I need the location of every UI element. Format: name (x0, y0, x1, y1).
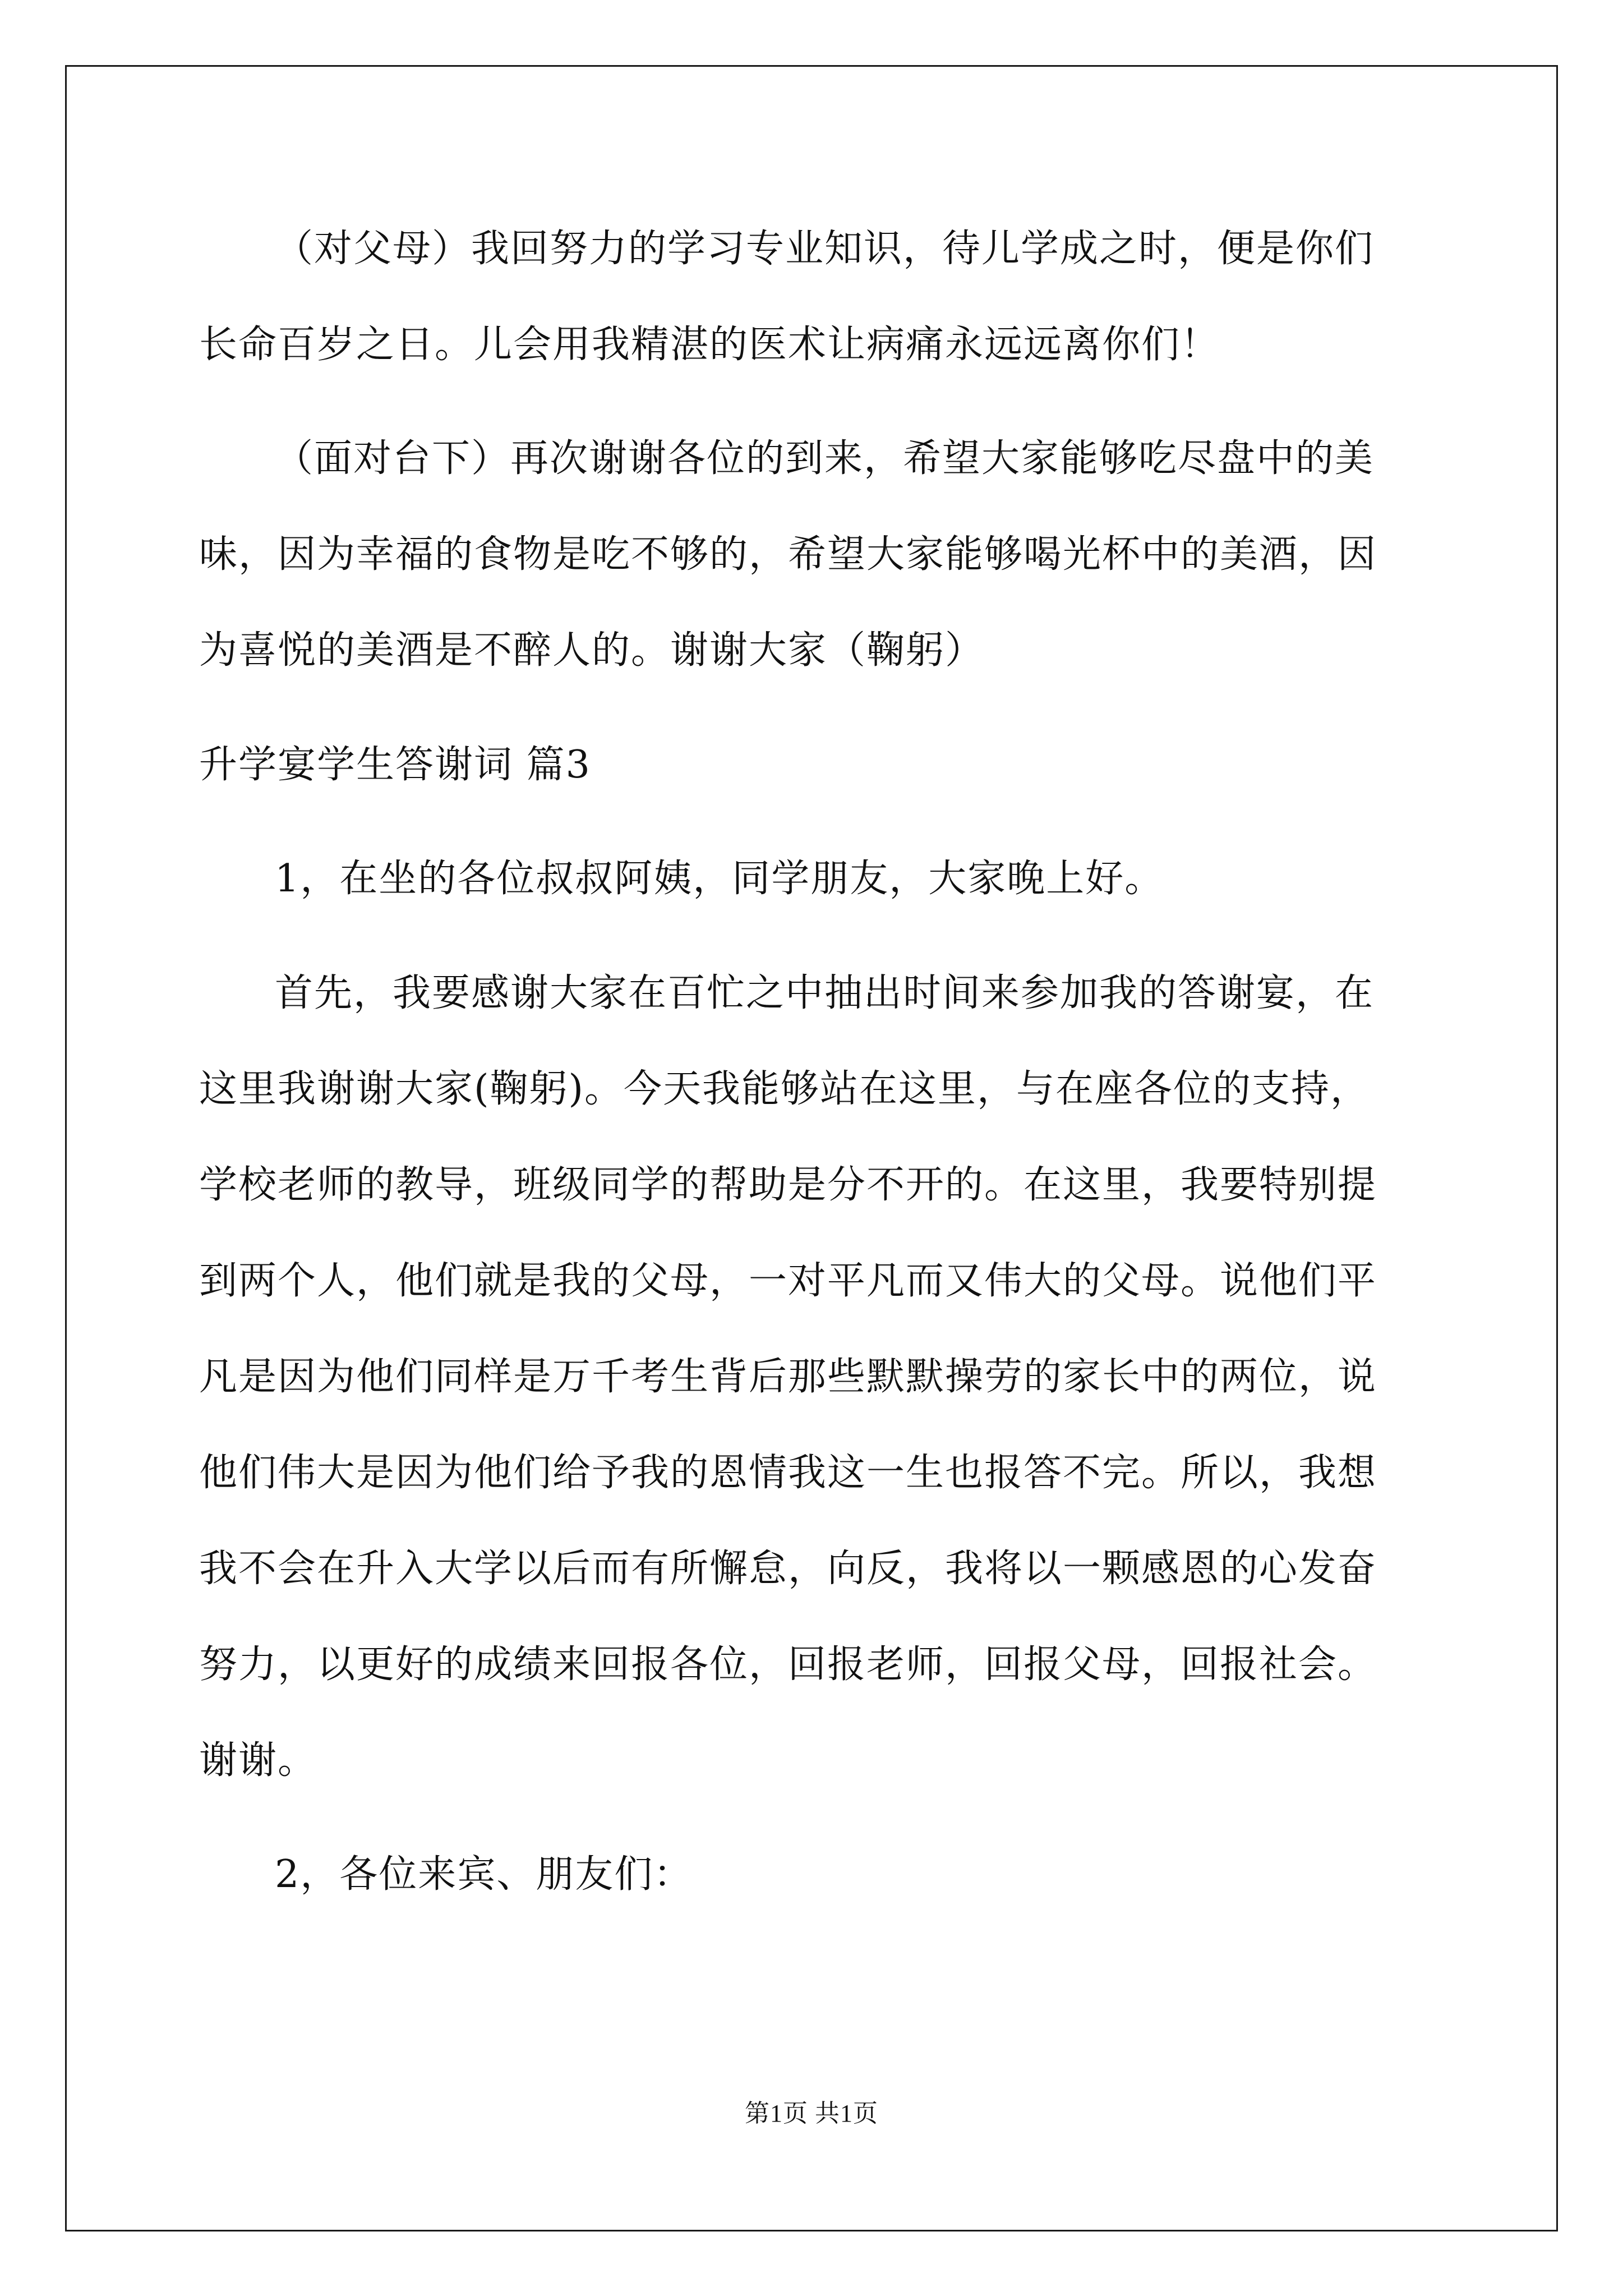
section-heading: 升学宴学生答谢词 篇3 (199, 743, 591, 787)
paragraph-thanks-line-8: 努力，以更好的成绩来回报各位，回报老师，回报父母，回报社会。 (199, 1642, 1377, 1687)
paragraph-thanks-line-6: 他们伟大是因为他们给予我的恩情我这一生也报答不完。所以，我想 (199, 1451, 1377, 1495)
page-border (65, 65, 1558, 2231)
paragraph-audience-line-2: 味，因为幸福的食物是吃不够的，希望大家能够喝光杯中的美酒，因 (199, 532, 1377, 577)
paragraph-thanks-line-4: 到两个人，他们就是我的父母，一对平凡而又伟大的父母。说他们平 (199, 1259, 1377, 1303)
paragraph-parents-line-2: 长命百岁之日。儿会用我精湛的医术让病痛永远远离你们！ (199, 323, 1220, 367)
paragraph-audience-line-3: 为喜悦的美酒是不醉人的。谢谢大家（鞠躬） (199, 628, 985, 673)
page-number-footer: 第1页 共1页 (745, 2100, 878, 2127)
paragraph-thanks-line-5: 凡是因为他们同样是万千考生背后那些默默操劳的家长中的两位，说 (199, 1355, 1377, 1399)
paragraph-thanks-line-7: 我不会在升入大学以后而有所懈怠，向反，我将以一颗感恩的心发奋 (199, 1547, 1377, 1591)
paragraph-audience-line-1: （面对台下）再次谢谢各位的到来，希望大家能够吃尽盘中的美 (275, 436, 1375, 481)
paragraph-thanks-line-2: 这里我谢谢大家(鞠躬)。今天我能够站在这里，与在座各位的支持， (199, 1067, 1370, 1111)
paragraph-thanks-line-1: 首先，我要感谢大家在百忙之中抽出时间来参加我的答谢宴，在 (275, 971, 1375, 1015)
paragraph-parents-line-1: （对父母）我回努力的学习专业知识，待儿学成之时，便是你们 (275, 227, 1375, 271)
paragraph-thanks-line-9: 谢谢。 (199, 1738, 317, 1783)
paragraph-thanks-line-3: 学校老师的教导，班级同学的帮助是分不开的。在这里，我要特别提 (199, 1163, 1377, 1207)
paragraph-guests-greeting: 2，各位来宾、朋友们： (275, 1852, 693, 1897)
paragraph-greeting: 1，在坐的各位叔叔阿姨，同学朋友，大家晚上好。 (275, 857, 1164, 901)
